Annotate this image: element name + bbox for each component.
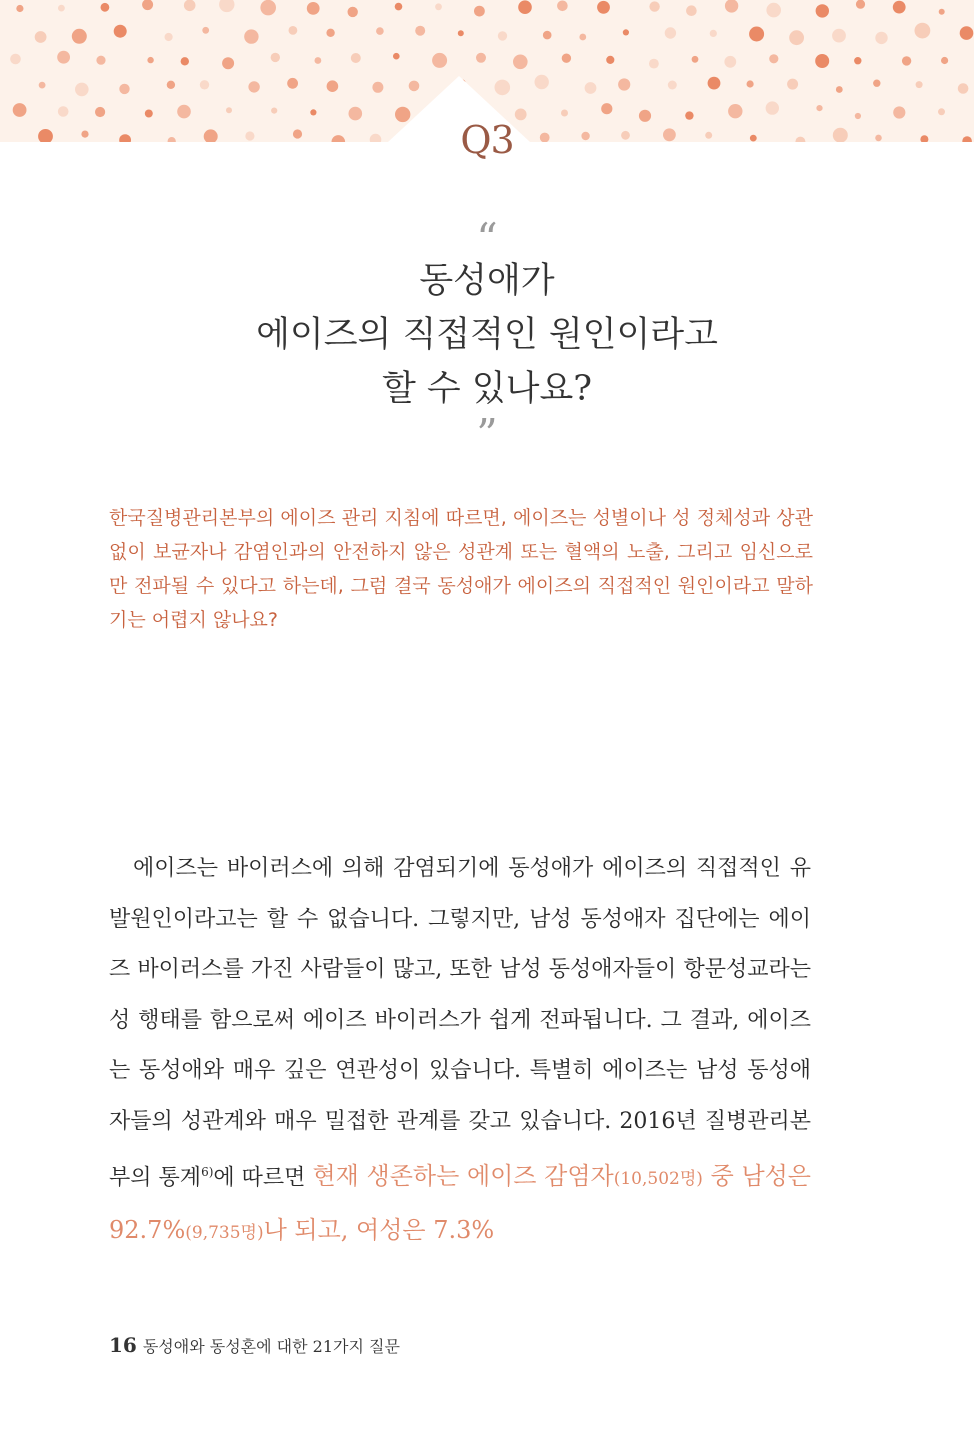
highlight-1: 현재 생존하는 에이즈 감염자: [312, 1162, 614, 1191]
answer-body: [109, 844, 811, 1258]
highlight-2: 중 남성은 92.7%: [109, 1162, 811, 1244]
question-title: [0, 254, 974, 416]
answer-text-cont: 에 따르면: [213, 1165, 313, 1191]
page-footer: [109, 1333, 400, 1357]
question-number: Q3: [460, 118, 514, 162]
title-line-1: 동성애가: [419, 261, 555, 301]
open-quote-mark: “: [476, 214, 498, 263]
page-number: 16: [109, 1333, 137, 1357]
close-quote-mark: ”: [476, 410, 498, 459]
highlight-2-count: (9,735명): [185, 1222, 264, 1243]
footnote-ref: 6): [201, 1165, 214, 1179]
answer-text: 에이즈는 바이러스에 의해 감염되기에 동성애가 에이즈의 직접적인 유발원인이라고는 할 수 없습니다. 그렇지만, 남성 동성애자 집단에는 에이즈 바이러스를 가진 사람들이 많고, 또한 남성 동성애자들이 항문성교라는 성 행태를 함으로써 에이즈 바이러스가 쉽게 전파됩니다. 그 결과, 에이즈는 동성애와 매우 깊은 연관성이 있습니다. 특별히 에이즈는 남성 동성애자들의 성관계와 매우 밀접한 관계를 갖고 있습니다. 2016년 질병관리본부의 통계: [109, 856, 811, 1191]
question-summary: 한국질병관리본부의 에이즈 관리 지침에 따르면, 에이즈는 성별이나 성 정체성과 상관없이 보균자나 감염인과의 안전하지 않은 성관계 또는 혈액의 노출, 그리고 임신으로만 전파될 수 있다고 하는데, 그럼 결국 동성애가 에이즈의 직접적인 원인이라고 말하기는 어렵지 않나요?: [109, 507, 813, 631]
title-line-3: 할 수 있나요?: [381, 369, 593, 409]
book-title: 동성애와 동성혼에 대한 21가지 질문: [142, 1337, 400, 1356]
highlight-3: 나 되고, 여성은 7.3%: [263, 1215, 495, 1244]
title-line-2: 에이즈의 직접적인 원인이라고: [256, 315, 718, 355]
highlight-1-count: (10,502명): [613, 1169, 703, 1190]
